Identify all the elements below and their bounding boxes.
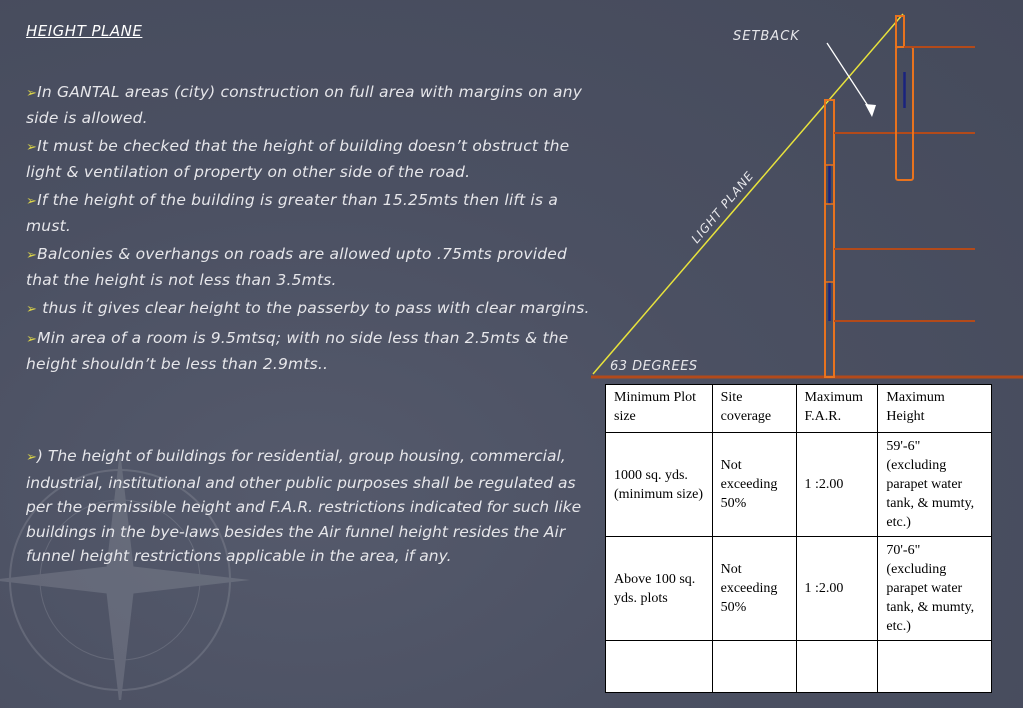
table-header-cell: Site coverage — [712, 385, 796, 433]
bullet-item: ➢It must be checked that the height of building doesn’t obstruct the light & ventilation of property on other side of the road. — [26, 137, 570, 181]
arrow-bullet-icon: ➢ — [26, 194, 38, 209]
bullet-item: ➢ thus it gives clear height to the passerby to pass with clear margins. — [26, 299, 590, 317]
light-plane-label: LIGHT PLANE — [688, 168, 757, 246]
table-cell — [878, 641, 992, 693]
table-row — [606, 537, 992, 641]
table-cell: Not exceeding 50% — [712, 433, 796, 537]
height-regulation-paragraph: ➢) The height of buildings for residential, group housing, commercial, industrial, institutional and other public purposes shall be regulated as per the permissible height and F.A.R. restrictions indicated for such like buildings in the bye-laws besides the Air funnel height resides the Air funnel height restrictions applicable in the area, if any. — [26, 447, 582, 565]
table-header-cell: Maximum F.A.R. — [796, 385, 878, 433]
table-header-cell: Minimum Plot size — [606, 385, 713, 433]
table-cell: Above 100 sq. yds. plots — [606, 537, 713, 641]
table-cell: 1000 sq. yds. (minimum size) — [606, 433, 713, 537]
arrow-bullet-icon: ➢ — [26, 302, 38, 317]
arrow-bullet-icon: ➢ — [26, 248, 38, 263]
table-cell: 59'-6" (excluding parapet water tank, & mumty, etc.) — [878, 433, 992, 537]
angle-label: 63 DEGREES — [610, 359, 698, 374]
table-row — [606, 641, 992, 693]
front-building — [825, 100, 834, 377]
arrow-bullet-icon: ➢ — [26, 86, 38, 101]
table-header-row — [606, 385, 992, 433]
table-cell — [606, 641, 713, 693]
arrow-bullet-icon: ➢ — [26, 450, 37, 465]
slide-title: HEIGHT PLANE — [26, 22, 143, 40]
table-row — [606, 433, 992, 537]
arrow-bullet-icon: ➢ — [26, 140, 38, 155]
table-cell — [712, 641, 796, 693]
bullet-item: ➢If the height of the building is greater than 15.25mts then lift is a must. — [26, 191, 559, 235]
bullet-item: ➢Balconies & overhangs on roads are allowed upto .75mts provided that the height is not less than 3.5mts. — [26, 245, 568, 289]
plot-regulation-table — [605, 384, 992, 693]
bullet-item: ➢In GANTAL areas (city) construction on full area with margins on any side is allowed. — [26, 83, 583, 127]
table-cell: 1 :2.00 — [796, 433, 878, 537]
height-plane-diagram — [585, 0, 1023, 385]
table-cell: Not exceeding 50% — [712, 537, 796, 641]
bullet-list — [26, 80, 591, 380]
arrow-bullet-icon: ➢ — [26, 332, 38, 347]
table-cell — [796, 641, 878, 693]
setback-label: SETBACK — [733, 29, 800, 44]
setback-building — [896, 47, 913, 180]
table-cell: 1 :2.00 — [796, 537, 878, 641]
setback-arrowhead-icon — [865, 104, 876, 117]
table-header-cell: Maximum Height — [878, 385, 992, 433]
bullet-item: ➢Min area of a room is 9.5mtsq; with no side less than 2.5mts & the height shouldn’t be less than 2.9mts.. — [26, 329, 569, 373]
table-cell: 70'-6" (excluding parapet water tank, & mumty, etc.) — [878, 537, 992, 641]
